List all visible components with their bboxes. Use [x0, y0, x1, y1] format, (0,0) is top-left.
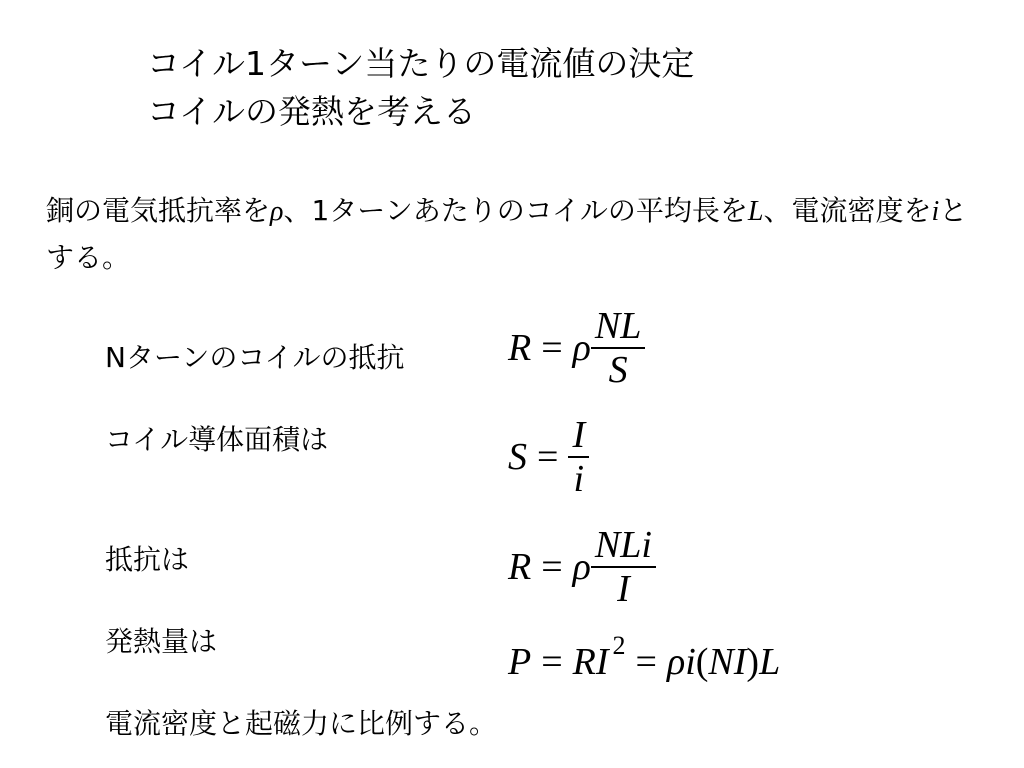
heat-generation-label: 発熱量は — [105, 625, 218, 658]
formula-rho-i: ρi — [666, 641, 696, 683]
formula-equals-2: = — [635, 641, 657, 683]
intro-paragraph — [46, 188, 986, 281]
conclusion-text: 電流密度と起磁力に比例する。 — [105, 707, 498, 740]
slide-title — [147, 40, 694, 136]
formula-lhs: S — [508, 436, 527, 478]
formula-coefficient: ρ — [572, 546, 591, 588]
formula-open-paren: ( — [695, 641, 709, 683]
conductor-area-formula — [508, 414, 589, 500]
fraction-numerator: I — [568, 414, 589, 458]
formula-lhs: R — [508, 327, 532, 369]
conductor-area-label: コイル導体面積は — [105, 423, 329, 456]
resistance-formula — [508, 524, 656, 610]
formula-ri: RI — [572, 641, 609, 683]
title-line-1: コイル1ターン当たりの電流値の決定 — [147, 44, 695, 83]
coil-resistance-formula — [508, 305, 645, 391]
formula-l: L — [759, 641, 781, 683]
formula-equals: = — [541, 327, 563, 369]
fraction-denominator: i — [573, 458, 585, 500]
formula-coefficient: ρ — [572, 327, 591, 369]
fraction-denominator: I — [617, 568, 630, 610]
length-symbol: L — [747, 196, 764, 227]
formula-close-paren: ) — [746, 641, 760, 683]
fraction-numerator: NLi — [591, 524, 656, 568]
formula-fraction — [591, 524, 656, 610]
formula-equals: = — [541, 641, 563, 683]
current-density-symbol: i — [931, 196, 940, 227]
title-line-2: コイルの発熱を考える — [147, 92, 477, 131]
formula-equals: = — [541, 546, 563, 588]
intro-text-2: 、1ターンあたりのコイルの平均長を — [283, 194, 748, 227]
resistance-label: 抵抗は — [105, 543, 190, 576]
formula-lhs: R — [508, 546, 532, 588]
formula-fraction — [568, 414, 589, 500]
formula-equals: = — [537, 436, 559, 478]
coil-resistance-label: Nターンのコイルの抵抗 — [105, 341, 405, 374]
formula-exponent: 2 — [612, 631, 626, 660]
intro-text-1: 銅の電気抵抗率を — [46, 194, 271, 227]
fraction-numerator: NL — [591, 305, 645, 349]
formula-lhs: P — [508, 641, 532, 683]
resistivity-symbol: ρ — [270, 196, 284, 227]
intro-text-4: とする。 — [46, 194, 968, 274]
fraction-denominator: S — [608, 349, 628, 391]
heat-generation-formula — [508, 631, 781, 684]
formula-fraction — [591, 305, 645, 391]
intro-text-3: 、電流密度を — [763, 194, 932, 227]
formula-ni: NI — [708, 641, 747, 683]
